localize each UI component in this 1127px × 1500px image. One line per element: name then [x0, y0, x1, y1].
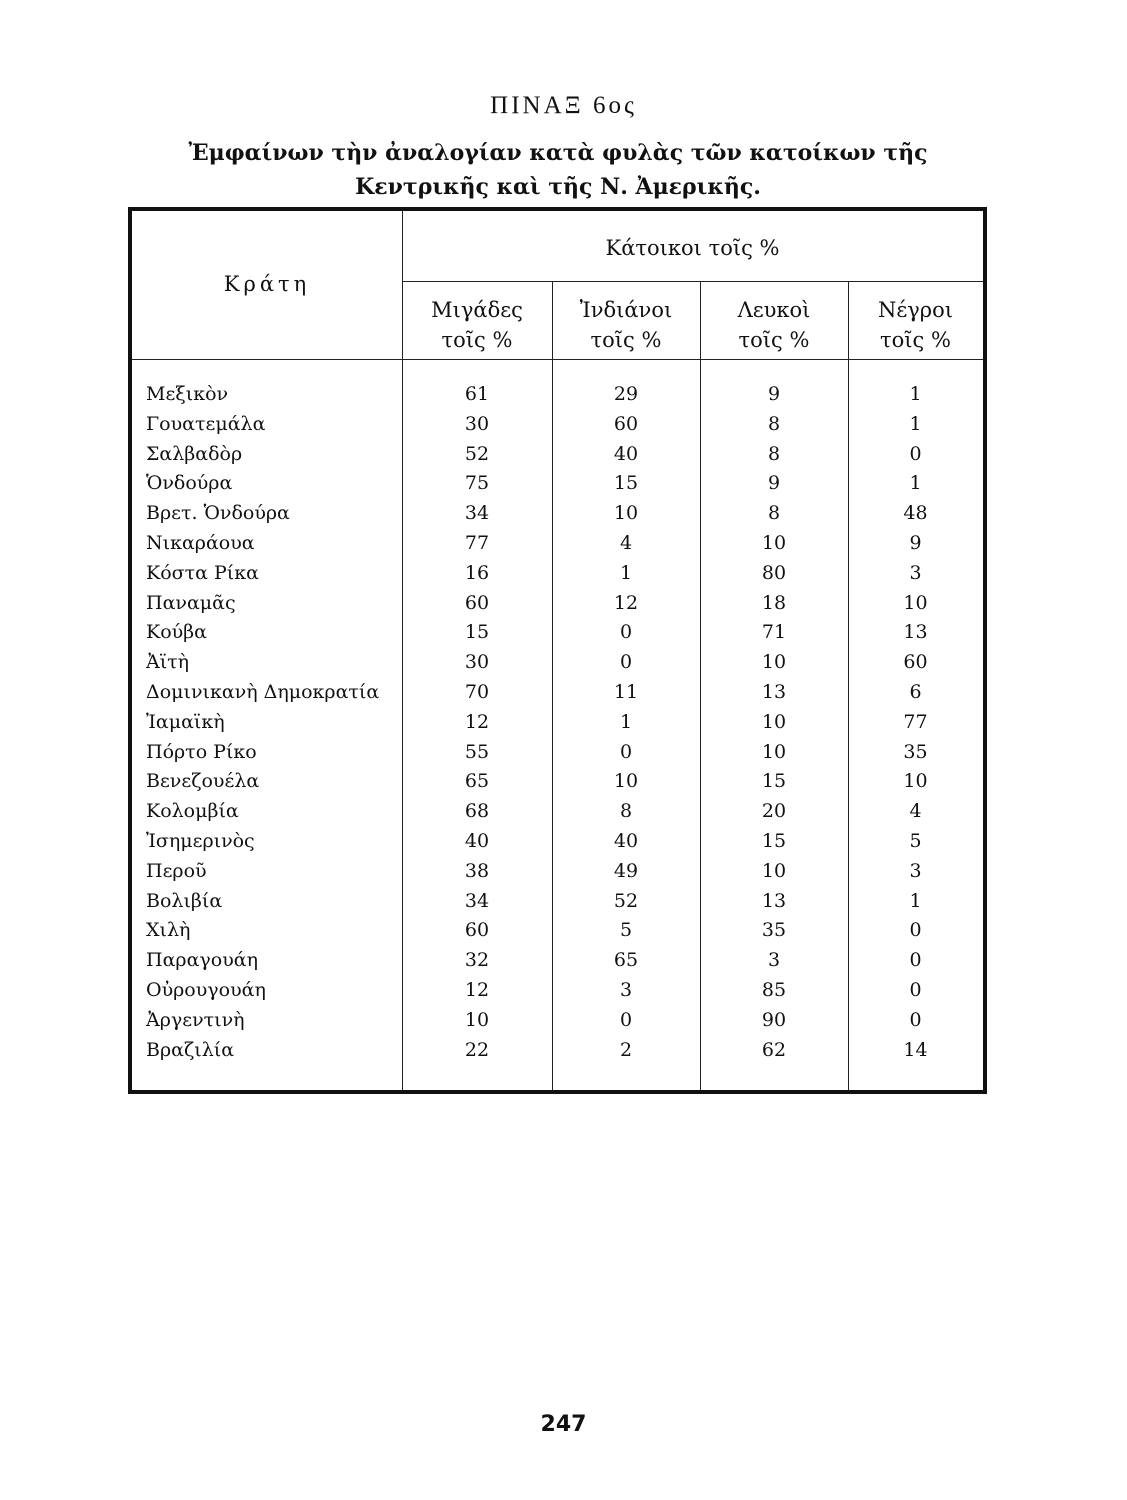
- indians-value: 2: [619, 1038, 633, 1061]
- blacks-value: 0: [909, 919, 922, 942]
- mixed-value: 40: [464, 830, 490, 852]
- whites-value: 13: [761, 889, 787, 912]
- table-row: [132, 1035, 983, 1065]
- indians-value: 1: [619, 561, 633, 584]
- state-name: Βολιβία: [146, 889, 223, 912]
- table-row: [132, 647, 983, 677]
- mixed-value: 22: [464, 1038, 490, 1061]
- mixed-value: 65: [464, 770, 490, 793]
- whites-value: 85: [761, 979, 787, 1001]
- blacks-value: 3: [909, 561, 922, 584]
- table-caption: Ἐμφαίνων τὴν ἀναλογίαν κατὰ φυλὰς τῶν κατοίκων τῆς Κεντρικῆς καὶ τῆς Ν. Ἀμερικῆς.: [188, 140, 928, 200]
- header-whites: Λευκοὶ τοῖς %: [737, 298, 811, 352]
- indians-value: 15: [613, 472, 639, 495]
- mixed-value: 34: [464, 502, 490, 525]
- indians-value: 65: [613, 949, 639, 972]
- table-row: [132, 975, 983, 1005]
- state-name: Βενεζουέλα: [146, 770, 260, 793]
- table-row: [132, 796, 983, 826]
- table-row: [132, 528, 983, 558]
- blacks-value: 10: [903, 770, 928, 793]
- blacks-value: 10: [903, 591, 928, 614]
- whites-value: 80: [761, 561, 787, 584]
- table-row: [132, 409, 983, 439]
- whites-value: 18: [761, 591, 787, 614]
- state-name: Περοῦ: [146, 859, 207, 882]
- indians-value: 4: [619, 532, 633, 554]
- whites-value: 10: [761, 532, 787, 554]
- header-mixed: Μιγάδες τοῖς %: [431, 298, 523, 352]
- table-row: [132, 945, 983, 975]
- state-name: Κόστα Ρίκα: [146, 561, 259, 584]
- whites-value: 10: [761, 859, 787, 882]
- mixed-value: 52: [464, 442, 490, 465]
- table-row: [132, 617, 983, 647]
- table-row: [132, 915, 983, 945]
- mixed-value: 30: [464, 412, 490, 435]
- indians-value: 0: [619, 621, 633, 644]
- blacks-value: 5: [909, 830, 922, 852]
- whites-value: 15: [761, 770, 787, 793]
- blacks-value: 35: [903, 740, 928, 763]
- header-rule: [402, 281, 983, 282]
- state-name: Ἰαμαϊκὴ: [146, 710, 225, 733]
- whites-value: 9: [767, 472, 781, 495]
- mixed-value: 77: [464, 532, 490, 554]
- header-inhabitants: Κάτοικοι τοῖς %: [605, 236, 780, 260]
- indians-value: 29: [613, 383, 639, 405]
- table-row: [132, 707, 983, 737]
- mixed-value: 60: [464, 591, 490, 614]
- whites-value: 90: [761, 1008, 787, 1031]
- state-name: Βρετ. Ὁνδούρα: [146, 502, 290, 525]
- mixed-value: 30: [464, 651, 490, 674]
- whites-value: 13: [761, 681, 787, 703]
- blacks-value: 9: [909, 532, 922, 554]
- blacks-value: 13: [903, 621, 928, 644]
- whites-value: 8: [767, 412, 781, 435]
- indians-value: 3: [619, 979, 633, 1001]
- whites-value: 71: [761, 621, 787, 644]
- whites-value: 3: [767, 949, 781, 972]
- state-name: Γουατεμάλα: [146, 412, 266, 435]
- indians-value: 0: [619, 651, 633, 674]
- blacks-value: 1: [909, 412, 922, 435]
- indians-value: 52: [613, 889, 639, 912]
- table-row: [132, 468, 983, 498]
- table-title: ΠΙΝΑΞ 6ος: [490, 92, 637, 119]
- whites-value: 10: [761, 651, 787, 674]
- blacks-value: 0: [909, 979, 922, 1001]
- whites-value: 8: [767, 442, 781, 465]
- state-name: Παραγουάη: [146, 949, 258, 972]
- indians-value: 10: [613, 502, 639, 525]
- state-name: Νικαράουα: [146, 532, 255, 554]
- indians-value: 1: [619, 710, 633, 733]
- indians-value: 5: [619, 919, 633, 942]
- table-row: [132, 1005, 983, 1035]
- state-name: Μεξικὸν: [146, 383, 229, 405]
- mixed-value: 70: [464, 681, 490, 703]
- whites-value: 62: [761, 1038, 787, 1061]
- blacks-value: 0: [909, 442, 922, 465]
- state-name: Ὁνδούρα: [146, 472, 233, 495]
- blacks-value: 6: [909, 681, 922, 703]
- state-name: Χιλὴ: [146, 919, 191, 942]
- whites-value: 15: [761, 830, 787, 852]
- state-name: Ἀργεντινὴ: [146, 1008, 245, 1031]
- mixed-value: 10: [464, 1008, 490, 1031]
- blacks-value: 0: [909, 949, 922, 972]
- indians-value: 0: [619, 1008, 633, 1031]
- state-name: Δομινικανὴ Δημοκρατία: [146, 681, 380, 703]
- mixed-value: 34: [464, 889, 490, 912]
- table-row: [132, 379, 983, 409]
- mixed-value: 12: [464, 979, 490, 1001]
- state-name: Οὐρουγουάη: [146, 979, 266, 1001]
- page-number: 247: [540, 1412, 587, 1437]
- mixed-value: 12: [464, 710, 490, 733]
- header-rule: [132, 359, 983, 360]
- whites-value: 35: [761, 919, 787, 942]
- mixed-value: 60: [464, 919, 490, 942]
- indians-value: 11: [613, 681, 639, 703]
- indians-value: 60: [613, 412, 639, 435]
- state-name: Κούβα: [146, 621, 207, 644]
- mixed-value: 15: [464, 621, 490, 644]
- state-name: Βραζιλία: [146, 1038, 235, 1061]
- blacks-value: 1: [909, 472, 922, 495]
- table-row: [132, 886, 983, 916]
- table-row: [132, 588, 983, 618]
- table-row: [132, 558, 983, 588]
- whites-value: 10: [761, 740, 787, 763]
- state-name: Ἀϊτὴ: [146, 651, 190, 674]
- table-row: [132, 766, 983, 796]
- header-states: Κράτη: [223, 272, 311, 296]
- indians-value: 0: [619, 740, 633, 763]
- table-row: [132, 677, 983, 707]
- blacks-value: 3: [909, 859, 922, 882]
- whites-value: 8: [767, 502, 781, 525]
- mixed-value: 16: [464, 561, 490, 584]
- table-row: [132, 826, 983, 856]
- blacks-value: 4: [909, 800, 922, 823]
- mixed-value: 55: [464, 740, 490, 763]
- blacks-value: 1: [909, 889, 922, 912]
- indians-value: 8: [619, 800, 633, 823]
- blacks-value: 14: [903, 1038, 928, 1061]
- mixed-value: 32: [464, 949, 490, 972]
- population-table: [128, 207, 987, 1094]
- whites-value: 20: [761, 800, 787, 823]
- state-name: Ἰσημερινὸς: [146, 830, 255, 852]
- blacks-value: 60: [903, 651, 928, 674]
- indians-value: 12: [613, 591, 639, 614]
- state-name: Παναμᾶς: [146, 591, 236, 614]
- header-blacks: Νέγροι τοῖς %: [877, 298, 954, 352]
- blacks-value: 1: [909, 383, 922, 405]
- mixed-value: 75: [464, 472, 490, 495]
- table-row: [132, 439, 983, 469]
- indians-value: 10: [613, 770, 639, 793]
- mixed-value: 68: [464, 800, 490, 823]
- table-row: [132, 737, 983, 767]
- whites-value: 10: [761, 710, 787, 733]
- whites-value: 9: [767, 383, 781, 405]
- state-name: Πόρτο Ρίκο: [146, 740, 257, 763]
- state-name: Σαλβαδὸρ: [146, 442, 243, 465]
- indians-value: 49: [613, 859, 639, 882]
- header-indians: Ἰνδιάνοι τοῖς %: [579, 298, 673, 352]
- indians-value: 40: [613, 442, 639, 465]
- blacks-value: 0: [909, 1008, 922, 1031]
- table-row: [132, 856, 983, 886]
- state-name: Κολομβία: [146, 800, 239, 823]
- mixed-value: 38: [464, 859, 490, 882]
- mixed-value: 61: [464, 383, 490, 405]
- blacks-value: 48: [903, 502, 928, 525]
- indians-value: 40: [613, 830, 639, 852]
- blacks-value: 77: [903, 710, 928, 733]
- table-row: [132, 498, 983, 528]
